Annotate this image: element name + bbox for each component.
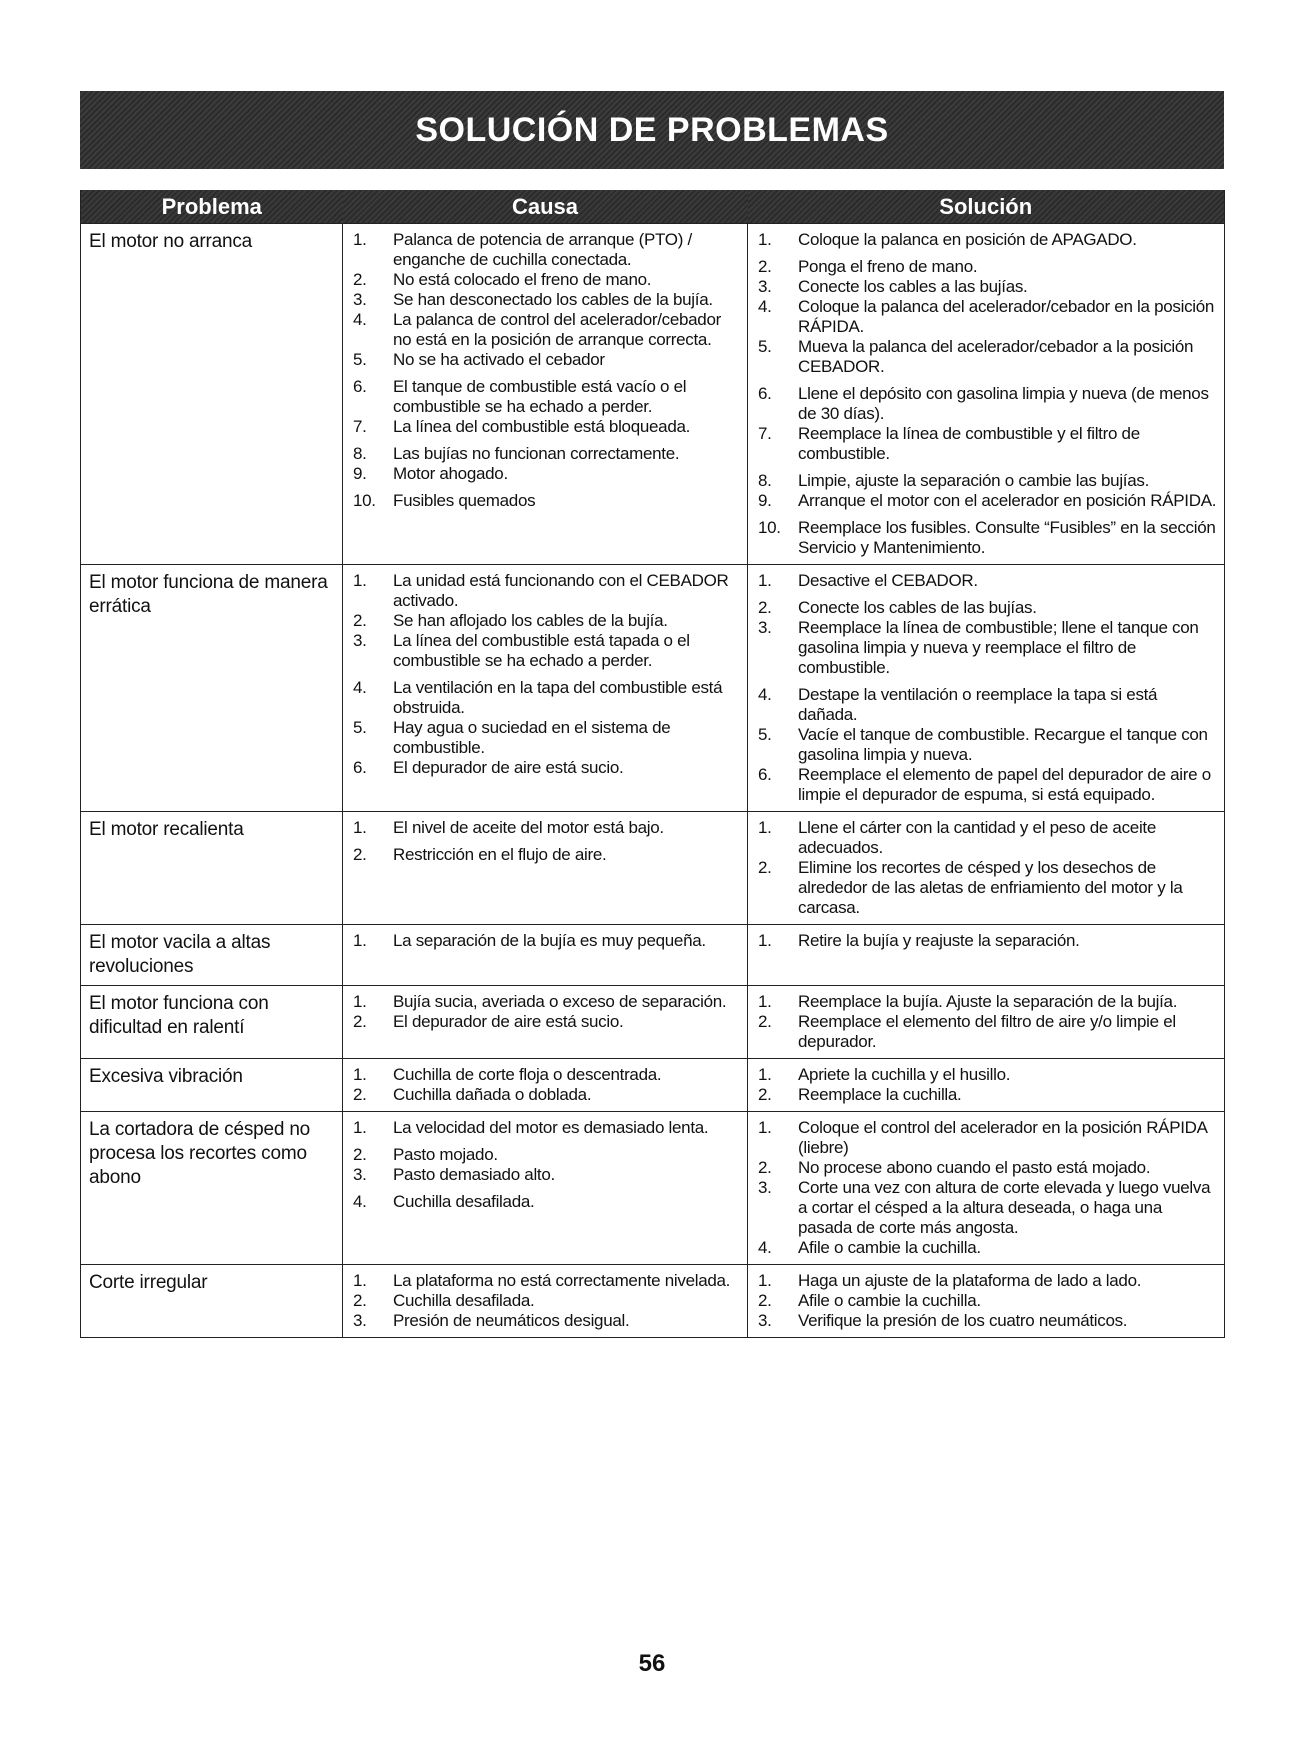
item-number: 1. <box>758 1271 772 1290</box>
item-text: Reemplace los fusibles. Consulte “Fusibles” en la sección Servicio y Mantenimiento. <box>798 518 1216 557</box>
cause-item <box>351 377 741 417</box>
item-text: Restricción en el flujo de aire. <box>393 845 607 864</box>
item-number: 1. <box>758 818 772 837</box>
item-text: La palanca de control del acelerador/cebador no está en la posición de arranque correcta. <box>393 310 721 349</box>
solution-item <box>756 1271 1218 1291</box>
item-number: 8. <box>353 444 367 463</box>
solution-item <box>756 424 1218 464</box>
item-number: 6. <box>758 384 772 403</box>
item-number: 3. <box>353 290 367 309</box>
item-text: La línea del combustible está tapada o el combustible se ha echado a perder. <box>393 631 690 670</box>
item-text: Coloque el control del acelerador en la posición RÁPIDA (liebre) <box>798 1118 1207 1157</box>
table-row <box>81 1265 1225 1338</box>
solution-item <box>756 337 1218 377</box>
item-number: 1. <box>353 818 367 837</box>
item-text: No procese abono cuando el pasto está mojado. <box>798 1158 1151 1177</box>
page-title: SOLUCIÓN DE PROBLEMAS <box>415 110 889 149</box>
header-problem: Problema <box>81 190 343 224</box>
page-number: 56 <box>638 1650 666 1677</box>
item-number: 1. <box>353 1065 367 1084</box>
problem-cell: Excesiva vibración <box>81 1059 343 1112</box>
solution-item <box>756 1178 1218 1238</box>
cause-item <box>351 818 741 838</box>
solution-cell <box>748 986 1225 1059</box>
problem-cell: El motor recalienta <box>81 812 343 925</box>
item-text: La plataforma no está correctamente nivelada. <box>393 1271 731 1290</box>
solution-cell <box>748 224 1225 565</box>
item-text: Presión de neumáticos desigual. <box>393 1311 630 1330</box>
item-number: 2. <box>758 1291 772 1310</box>
item-text: La línea del combustible está bloqueada. <box>393 417 691 436</box>
cause-cell <box>343 812 748 925</box>
item-text: Llene el depósito con gasolina limpia y nueva (de menos de 30 días). <box>798 384 1209 423</box>
solution-item <box>756 1311 1218 1331</box>
cause-item <box>351 1118 741 1138</box>
solution-item <box>756 1012 1218 1052</box>
solution-item <box>756 992 1218 1012</box>
solution-item <box>756 818 1218 858</box>
cause-item <box>351 464 741 484</box>
item-number: 2. <box>353 1145 367 1164</box>
item-number: 1. <box>353 992 367 1011</box>
title-banner <box>80 91 1224 169</box>
problem-cell: El motor funciona de manera errática <box>81 565 343 812</box>
item-text: Conecte los cables a las bujías. <box>798 277 1028 296</box>
item-text: Apriete la cuchilla y el husillo. <box>798 1065 1011 1084</box>
header-solution: Solución <box>748 190 1225 224</box>
item-number: 4. <box>353 1192 367 1211</box>
cause-item <box>351 631 741 671</box>
item-number: 8. <box>758 471 772 490</box>
solution-item <box>756 1238 1218 1258</box>
item-text: Coloque la palanca en posición de APAGADO. <box>798 230 1137 249</box>
item-text: Hay agua o suciedad en el sistema de combustible. <box>393 718 671 757</box>
item-number: 2. <box>758 598 772 617</box>
table-row <box>81 565 1225 812</box>
table-row <box>81 925 1225 986</box>
item-text: Verifique la presión de los cuatro neumáticos. <box>798 1311 1128 1330</box>
item-number: 2. <box>758 858 772 877</box>
solution-cell <box>748 925 1225 986</box>
item-number: 5. <box>353 718 367 737</box>
item-number: 5. <box>758 337 772 356</box>
item-text: Pasto demasiado alto. <box>393 1165 555 1184</box>
item-number: 2. <box>353 1012 367 1031</box>
item-number: 2. <box>758 1012 772 1031</box>
item-text: Reemplace la cuchilla. <box>798 1085 962 1104</box>
cause-item <box>351 1065 741 1085</box>
item-number: 1. <box>353 1118 367 1137</box>
cause-cell <box>343 1059 748 1112</box>
cause-item <box>351 1145 741 1165</box>
solution-item <box>756 518 1218 558</box>
table-row <box>81 812 1225 925</box>
solution-item <box>756 471 1218 491</box>
item-text: Afile o cambie la cuchilla. <box>798 1291 981 1310</box>
solution-cell <box>748 812 1225 925</box>
item-text: Reemplace la línea de combustible y el filtro de combustible. <box>798 424 1140 463</box>
item-number: 2. <box>758 1158 772 1177</box>
item-text: Vacíe el tanque de combustible. Recargue el tanque con gasolina limpia y nueva. <box>798 725 1208 764</box>
item-number: 6. <box>353 758 367 777</box>
item-text: Elimine los recortes de césped y los desechos de alrededor de las aletas de enfriamiento del motor y la carcasa. <box>798 858 1183 917</box>
cause-item <box>351 491 741 511</box>
solution-item <box>756 297 1218 337</box>
item-number: 10. <box>353 491 376 510</box>
item-number: 4. <box>353 310 367 329</box>
item-text: El nivel de aceite del motor está bajo. <box>393 818 664 837</box>
cause-item <box>351 1192 741 1212</box>
cause-item <box>351 230 741 270</box>
cause-item <box>351 845 741 865</box>
solution-item <box>756 765 1218 805</box>
item-text: Cuchilla dañada o doblada. <box>393 1085 592 1104</box>
item-number: 3. <box>758 1178 772 1197</box>
solution-item <box>756 858 1218 918</box>
item-text: Afile o cambie la cuchilla. <box>798 1238 981 1257</box>
item-number: 2. <box>353 611 367 630</box>
item-number: 2. <box>353 1291 367 1310</box>
item-text: Retire la bujía y reajuste la separación. <box>798 931 1080 950</box>
table-row <box>81 986 1225 1059</box>
solution-item <box>756 384 1218 424</box>
item-text: Se han desconectado los cables de la bujía. <box>393 290 713 309</box>
item-number: 10. <box>758 518 781 537</box>
item-number: 7. <box>758 424 772 443</box>
item-text: Palanca de potencia de arranque (PTO) / enganche de cuchilla conectada. <box>393 230 692 269</box>
item-text: Coloque la palanca del acelerador/cebador en la posición RÁPIDA. <box>798 297 1215 336</box>
solution-cell <box>748 1059 1225 1112</box>
item-text: Conecte los cables de las bujías. <box>798 598 1037 617</box>
item-text: La separación de la bujía es muy pequeña. <box>393 931 706 950</box>
item-number: 4. <box>758 297 772 316</box>
cause-cell <box>343 224 748 565</box>
cause-item <box>351 310 741 350</box>
solution-item <box>756 931 1218 951</box>
cause-item <box>351 1271 741 1291</box>
cause-item <box>351 417 741 437</box>
item-number: 1. <box>758 1118 772 1137</box>
solution-item <box>756 257 1218 277</box>
solution-item <box>756 725 1218 765</box>
item-text: Ponga el freno de mano. <box>798 257 978 276</box>
cause-cell <box>343 986 748 1059</box>
item-text: Corte una vez con altura de corte elevada y luego vuelva a cortar el césped a la altura deseada, o haga una pasada de corte más angosta. <box>798 1178 1211 1237</box>
item-number: 1. <box>353 931 367 950</box>
solution-item <box>756 1085 1218 1105</box>
item-text: Arranque el motor con el acelerador en posición RÁPIDA. <box>798 491 1217 510</box>
item-text: Desactive el CEBADOR. <box>798 571 978 590</box>
item-text: La unidad está funcionando con el CEBADOR activado. <box>393 571 729 610</box>
table-row <box>81 1112 1225 1265</box>
item-number: 2. <box>353 1085 367 1104</box>
cause-item <box>351 992 741 1012</box>
item-number: 2. <box>758 257 772 276</box>
cause-item <box>351 1165 741 1185</box>
solution-item <box>756 1291 1218 1311</box>
item-number: 7. <box>353 417 367 436</box>
problem-cell: El motor vacila a altas revoluciones <box>81 925 343 986</box>
item-text: No está colocado el freno de mano. <box>393 270 652 289</box>
solution-item <box>756 230 1218 250</box>
solution-item <box>756 598 1218 618</box>
problem-cell: El motor funciona con dificultad en ralentí <box>81 986 343 1059</box>
cause-item <box>351 444 741 464</box>
item-text: Motor ahogado. <box>393 464 508 483</box>
problem-cell: El motor no arranca <box>81 224 343 565</box>
item-text: Bujía sucia, averiada o exceso de separación. <box>393 992 727 1011</box>
item-text: No se ha activado el cebador <box>393 350 605 369</box>
solution-cell <box>748 1265 1225 1338</box>
header-cause: Causa <box>343 190 748 224</box>
item-number: 1. <box>353 1271 367 1290</box>
table-header-row <box>81 190 1225 224</box>
item-text: Cuchilla de corte floja o descentrada. <box>393 1065 662 1084</box>
item-number: 5. <box>353 350 367 369</box>
table-row <box>81 224 1225 565</box>
item-text: Llene el cárter con la cantidad y el peso de aceite adecuados. <box>798 818 1156 857</box>
item-text: Destape la ventilación o reemplace la tapa si está dañada. <box>798 685 1158 724</box>
item-number: 3. <box>758 1311 772 1330</box>
item-number: 1. <box>758 931 772 950</box>
cause-item <box>351 718 741 758</box>
cause-item <box>351 758 741 778</box>
item-number: 1. <box>353 230 367 249</box>
item-text: Mueva la palanca del acelerador/cebador a la posición CEBADOR. <box>798 337 1194 376</box>
cause-cell <box>343 925 748 986</box>
solution-item <box>756 1065 1218 1085</box>
solution-item <box>756 618 1218 678</box>
item-text: Fusibles quemados <box>393 491 536 510</box>
item-text: Reemplace el elemento del filtro de aire y/o limpie el depurador. <box>798 1012 1176 1051</box>
cause-item <box>351 1085 741 1105</box>
item-number: 4. <box>758 685 772 704</box>
solution-item <box>756 1158 1218 1178</box>
item-number: 4. <box>758 1238 772 1257</box>
troubleshooting-table <box>80 190 1225 1338</box>
item-text: Se han aflojado los cables de la bujía. <box>393 611 668 630</box>
cause-item <box>351 1291 741 1311</box>
cause-item <box>351 270 741 290</box>
solution-item <box>756 571 1218 591</box>
item-text: Reemplace la línea de combustible; llene el tanque con gasolina limpia y nueva y reemplace el filtro de combustible. <box>798 618 1199 677</box>
item-text: Reemplace el elemento de papel del depurador de aire o limpie el depurador de espuma, si está equipado. <box>798 765 1211 804</box>
problem-cell: Corte irregular <box>81 1265 343 1338</box>
solution-cell <box>748 1112 1225 1265</box>
item-text: Las bujías no funcionan correctamente. <box>393 444 680 463</box>
item-number: 4. <box>353 678 367 697</box>
item-number: 2. <box>353 270 367 289</box>
item-text: Limpie, ajuste la separación o cambie las bujías. <box>798 471 1149 490</box>
item-number: 1. <box>758 230 772 249</box>
item-number: 5. <box>758 725 772 744</box>
item-text: Haga un ajuste de la plataforma de lado a lado. <box>798 1271 1142 1290</box>
item-text: El depurador de aire está sucio. <box>393 1012 624 1031</box>
item-text: El depurador de aire está sucio. <box>393 758 624 777</box>
cause-item <box>351 571 741 611</box>
cause-item <box>351 611 741 631</box>
item-text: Cuchilla desafilada. <box>393 1192 535 1211</box>
cause-cell <box>343 1265 748 1338</box>
item-number: 9. <box>353 464 367 483</box>
item-number: 3. <box>353 631 367 650</box>
cause-item <box>351 931 741 951</box>
item-number: 3. <box>353 1311 367 1330</box>
problem-cell: La cortadora de césped no procesa los recortes como abono <box>81 1112 343 1265</box>
item-number: 1. <box>353 571 367 590</box>
cause-item <box>351 350 741 370</box>
solution-item <box>756 277 1218 297</box>
item-number: 3. <box>758 618 772 637</box>
solution-item <box>756 491 1218 511</box>
item-number: 1. <box>758 992 772 1011</box>
item-text: La ventilación en la tapa del combustible está obstruida. <box>393 678 723 717</box>
table-row <box>81 1059 1225 1112</box>
item-number: 3. <box>758 277 772 296</box>
cause-item <box>351 1311 741 1331</box>
cause-cell <box>343 1112 748 1265</box>
item-text: El tanque de combustible está vacío o el combustible se ha echado a perder. <box>393 377 687 416</box>
item-number: 6. <box>758 765 772 784</box>
item-text: La velocidad del motor es demasiado lenta. <box>393 1118 709 1137</box>
item-number: 1. <box>758 571 772 590</box>
cause-item <box>351 1012 741 1032</box>
item-number: 2. <box>353 845 367 864</box>
item-number: 9. <box>758 491 772 510</box>
item-number: 1. <box>758 1065 772 1084</box>
cause-cell <box>343 565 748 812</box>
item-text: Cuchilla desafilada. <box>393 1291 535 1310</box>
solution-item <box>756 685 1218 725</box>
cause-item <box>351 678 741 718</box>
cause-item <box>351 290 741 310</box>
item-number: 6. <box>353 377 367 396</box>
solution-cell <box>748 565 1225 812</box>
item-number: 3. <box>353 1165 367 1184</box>
item-text: Pasto mojado. <box>393 1145 498 1164</box>
solution-item <box>756 1118 1218 1158</box>
item-text: Reemplace la bujía. Ajuste la separación de la bujía. <box>798 992 1178 1011</box>
item-number: 2. <box>758 1085 772 1104</box>
